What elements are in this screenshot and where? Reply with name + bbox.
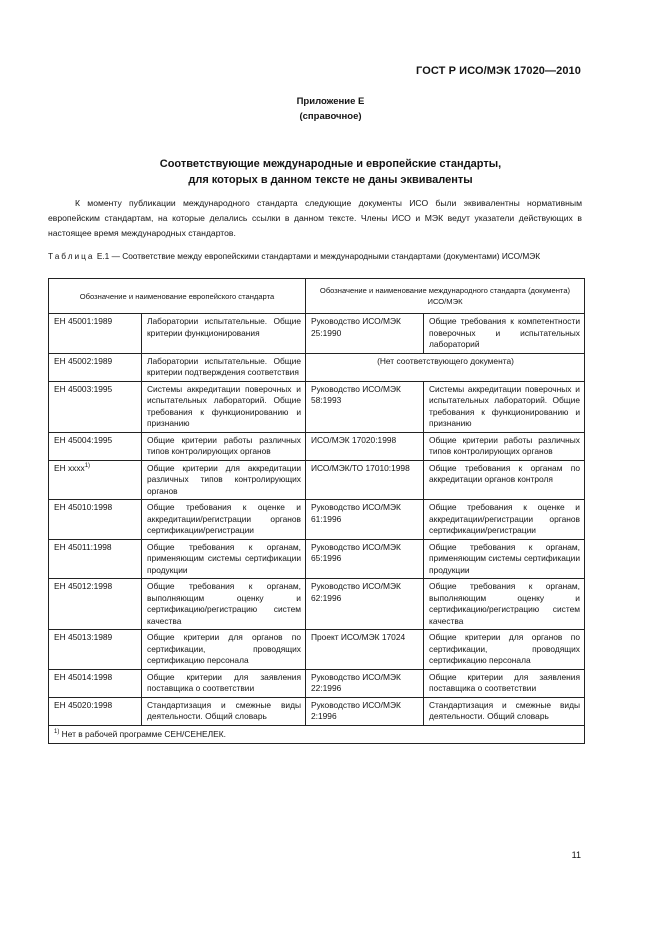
table-row bbox=[49, 314, 585, 354]
en-code-cell bbox=[49, 314, 142, 354]
iso-title: Общие требования к органам, выполняющим оценку и сертификацию/регистрацию систем качества bbox=[424, 579, 585, 630]
iso-title: Общие критерии работы различных типов контролирующих органов bbox=[424, 432, 585, 460]
no-document-note: (Нет соответствующего документа) bbox=[306, 353, 585, 381]
en-code: ЕН 45001:1989 bbox=[54, 316, 113, 326]
table-caption bbox=[48, 250, 582, 262]
appendix-title: Приложение Е bbox=[296, 96, 365, 107]
en-code-cell bbox=[49, 353, 142, 381]
en-code-cell bbox=[49, 669, 142, 697]
en-code-cell bbox=[49, 381, 142, 432]
iso-code: Руководство ИСО/МЭК 25:1990 bbox=[306, 314, 424, 354]
footnote-row bbox=[49, 725, 585, 744]
footnote-ref: 1) bbox=[84, 462, 91, 469]
table-caption-text: Е.1 — Соответствие между европейскими стандартами и международными стандартами (документами) ИСО/МЭК bbox=[94, 251, 541, 261]
table-row bbox=[49, 460, 585, 500]
en-code: ЕН 45004:1995 bbox=[54, 434, 113, 445]
footnote-text: Нет в рабочей программе СЕН/СЕНЕЛЕК. bbox=[59, 728, 226, 739]
en-code-cell bbox=[49, 460, 142, 500]
header-international: Обозначение и наименование международного стандарта (документа) ИСО/МЭК bbox=[306, 279, 585, 314]
en-title: Общие критерии работы различных типов контролирующих органов bbox=[142, 432, 306, 460]
en-code-cell bbox=[49, 630, 142, 670]
table-row bbox=[49, 353, 585, 381]
en-code: ЕН 45012:1998 bbox=[54, 581, 113, 591]
en-title: Системы аккредитации поверочных и испытательных лабораторий. Общие требования к функционированию и признанию bbox=[142, 381, 306, 432]
iso-title: Общие критерии для заявления поставщика о соответствии bbox=[424, 669, 585, 697]
en-code-cell bbox=[49, 579, 142, 630]
iso-code: ИСО/МЭК 17020:1998 bbox=[306, 432, 424, 460]
iso-code: Руководство ИСО/МЭК 65:1996 bbox=[306, 539, 424, 579]
footnote-marker: 1) bbox=[54, 728, 60, 735]
iso-code: Руководство ИСО/МЭК 61:1996 bbox=[306, 500, 424, 540]
standards-table bbox=[48, 278, 585, 744]
en-code: ЕН 45002:1989 bbox=[54, 355, 113, 366]
en-title: Общие требования к органам, применяющим системы сертификации продукции bbox=[142, 539, 306, 579]
iso-code: ИСО/МЭК/ТО 17010:1998 bbox=[306, 460, 424, 500]
iso-code: Руководство ИСО/МЭК 2:1996 bbox=[306, 697, 424, 725]
appendix-subtitle: (справочное) bbox=[299, 111, 362, 122]
section-title-line-1: Соответствующие международные и европейские стандарты, bbox=[159, 158, 502, 170]
iso-title: Общие требования к компетентности поверочных и испытательных лабораторий bbox=[424, 314, 585, 354]
en-code: ЕН 45014:1998 bbox=[54, 671, 113, 682]
en-code: ЕН 45010:1998 bbox=[54, 502, 113, 512]
en-title: Лаборатории испытательные. Общие критерии подтверждения соответствия bbox=[142, 353, 306, 381]
table-row bbox=[49, 630, 585, 670]
en-code: ЕН 45020:1998 bbox=[54, 699, 113, 710]
table-row bbox=[49, 500, 585, 540]
intro-paragraph: К моменту публикации международного стандарта следующие документы ИСО были эквивалентны нормативным европейским стандартам, на которые делались ссылки в данном тексте. Члены ИСО и МЭК ведут указатели действующих в настоящее время международных стандартов. bbox=[48, 198, 582, 238]
en-title: Лаборатории испытательные. Общие критерии функционирования bbox=[142, 314, 306, 354]
iso-title: Системы аккредитации поверочных и испытательных лабораторий. Общие требования к функционированию и признанию bbox=[424, 381, 585, 432]
en-title: Общие критерии для заявления поставщика о соответствии bbox=[142, 669, 306, 697]
iso-code: Руководство ИСО/МЭК 62:1996 bbox=[306, 579, 424, 630]
en-title: Стандартизация и смежные виды деятельности. Общий словарь bbox=[142, 697, 306, 725]
section-title bbox=[0, 156, 661, 188]
table-row bbox=[49, 432, 585, 460]
iso-code: Проект ИСО/МЭК 17024 bbox=[306, 630, 424, 670]
table-row bbox=[49, 669, 585, 697]
iso-title: Общие требования к оценке и аккредитации/регистрации органов сертификации/регистрации bbox=[424, 500, 585, 540]
en-code-cell bbox=[49, 500, 142, 540]
iso-title: Общие требования к органам по аккредитации органов контроля bbox=[424, 460, 585, 500]
table-caption-label: Таблица bbox=[48, 251, 95, 261]
en-code: ЕН 45011:1998 bbox=[54, 541, 112, 552]
table-header-row bbox=[49, 279, 585, 314]
iso-title: Общие критерии для органов по сертификации, проводящих сертификацию персонала bbox=[424, 630, 585, 670]
page-number: 11 bbox=[571, 850, 581, 860]
en-code: ЕН 45003:1995 bbox=[54, 383, 113, 394]
iso-code: Руководство ИСО/МЭК 58:1993 bbox=[306, 381, 424, 432]
document-number: ГОСТ Р ИСО/МЭК 17020—2010 bbox=[416, 65, 581, 77]
table-row bbox=[49, 697, 585, 725]
header-european: Обозначение и наименование европейского стандарта bbox=[49, 279, 306, 314]
en-title: Общие критерии для аккредитации различных типов контролирующих органов bbox=[142, 460, 306, 500]
table-row bbox=[49, 381, 585, 432]
iso-code: Руководство ИСО/МЭК 22:1996 bbox=[306, 669, 424, 697]
en-code-cell bbox=[49, 697, 142, 725]
en-title: Общие требования к органам, выполняющим оценку и сертификацию/регистрацию систем качества bbox=[142, 579, 306, 630]
iso-title: Стандартизация и смежные виды деятельности. Общий словарь bbox=[424, 697, 585, 725]
en-code: ЕН хххх bbox=[54, 462, 85, 473]
table-body bbox=[49, 314, 585, 726]
section-title-line-2: для которых в данном тексте не даны эквиваленты bbox=[188, 174, 473, 186]
en-code-cell bbox=[49, 432, 142, 460]
en-code-cell bbox=[49, 539, 142, 579]
footnote-cell bbox=[49, 725, 585, 744]
appendix-heading bbox=[0, 94, 661, 124]
iso-title: Общие требования к органам, применяющим системы сертификации продукции bbox=[424, 539, 585, 579]
en-title: Общие критерии для органов по сертификации, проводящих сертификацию персонала bbox=[142, 630, 306, 670]
table-row bbox=[49, 579, 585, 630]
en-code: ЕН 45013:1989 bbox=[54, 632, 113, 642]
en-title: Общие требования к оценке и аккредитации/регистрации органов сертификации/регистрации bbox=[142, 500, 306, 540]
table-row bbox=[49, 539, 585, 579]
